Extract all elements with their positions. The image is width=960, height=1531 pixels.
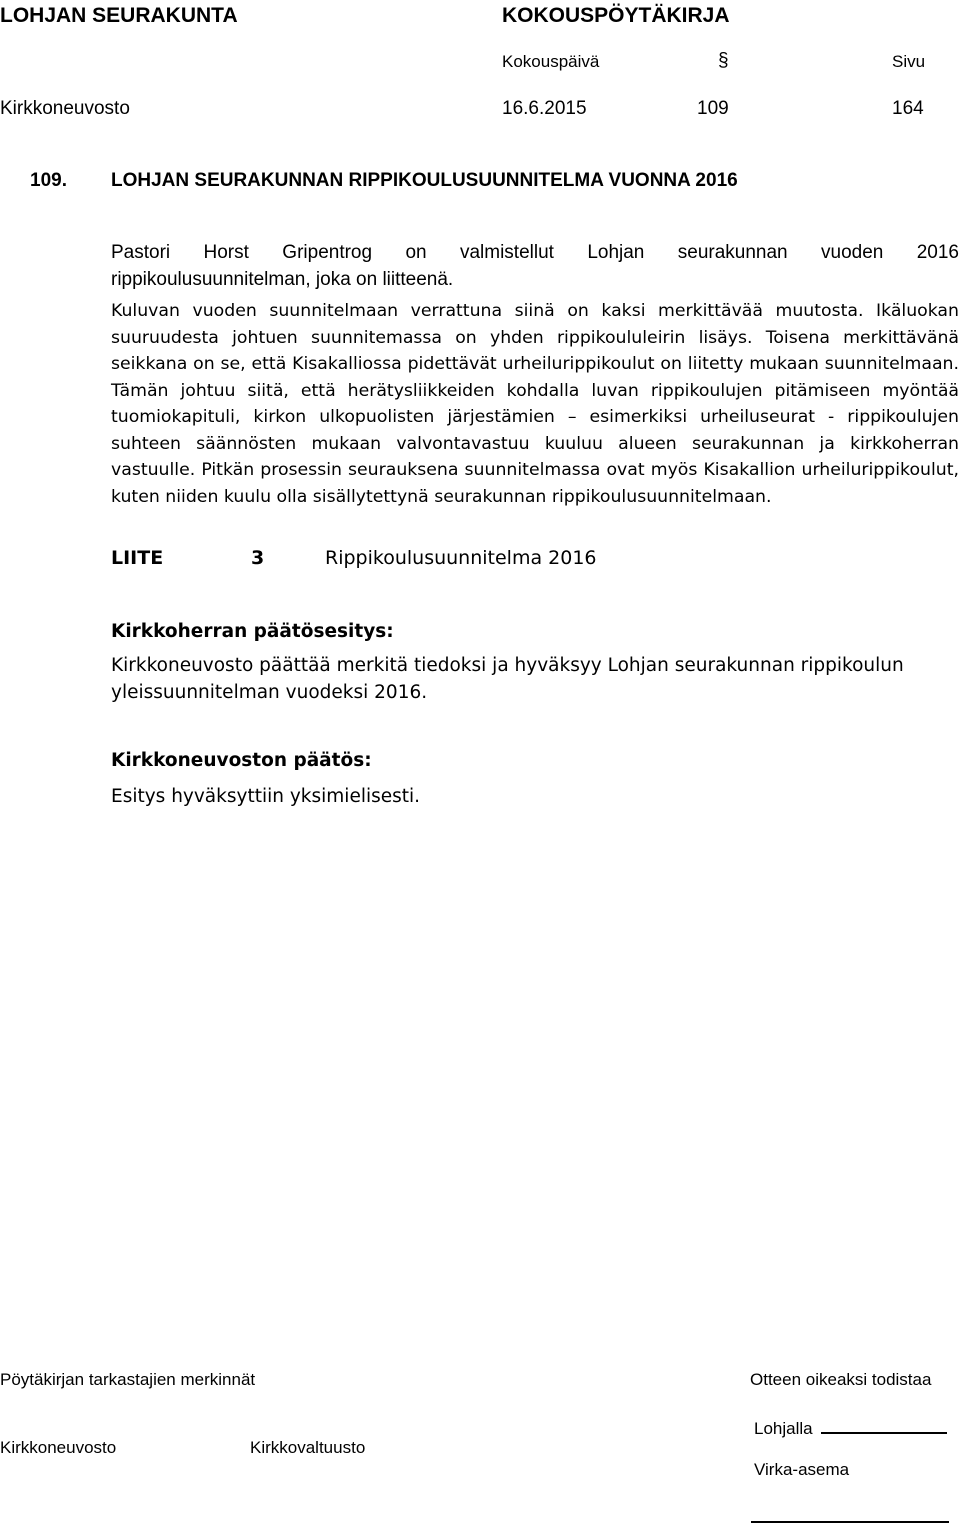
position-blank-line [751, 1521, 949, 1523]
meeting-body: Kirkkoneuvosto [0, 98, 130, 119]
intro-line-1: Pastori Horst Gripentrog on valmistellut Lohjan seurakunnan vuoden 2016 [111, 242, 959, 263]
attachment-number: 3 [251, 547, 265, 569]
certified-label: Otteen oikeaksi todistaa [750, 1370, 932, 1389]
council-signature-label: Kirkkoneuvosto [0, 1438, 117, 1457]
place-field [754, 1415, 947, 1439]
proposal-text: Kirkkoneuvosto päättää merkitä tiedoksi ja hyväksyy Lohjan seurakunnan rippikoulun yleissuunnitelman vuodeksi 2016. [111, 655, 904, 703]
changes-sentence-1: Kuluvan vuoden suunnitelmaan verrattuna siinä on kaksi merkittävää muutosta. [111, 301, 864, 321]
page-number: 164 [892, 98, 924, 119]
attachment-label: LIITE [111, 547, 164, 569]
doc-type: KOKOUSPÖYTÄKIRJA [502, 4, 730, 27]
attachment-name: Rippikoulusuunnitelma 2016 [325, 547, 597, 569]
org-name: LOHJAN SEURAKUNTA [0, 4, 238, 27]
date-column-label: Kokouspäivä [502, 52, 600, 71]
page-column-label: Sivu [892, 52, 926, 71]
section-number: 109 [697, 98, 729, 119]
inspectors-label: Pöytäkirjan tarkastajien merkinnät [0, 1370, 256, 1389]
place-label: Lohjalla [754, 1419, 813, 1438]
meeting-date: 16.6.2015 [502, 98, 587, 119]
changes-sentence-4: Tämän johtuu siitä, että herätysliikkeiden kohdalla luvan rippikoulujen pitämiseen myöntää tuomiokapituli, kirkon ulkopuolisten järjestämien – esimerkiksi urheiluseurat - rippikoulujen suhteen säännösten mukaan valvontavastuu kuuluu alueen seurakunnan ja kirkkoherran vastuulle. [111, 380, 959, 480]
place-blank-line [821, 1415, 947, 1434]
section-column-symbol: § [718, 50, 729, 71]
changes-sentence-3: Toisena merkittävänä seikkana on se, että Kisakalliossa pidettävät urheilurippikoulut on liitetty mukaan suunnitelmaan. [111, 327, 960, 374]
intro-line-2: rippikoulusuunnitelman, joka on liitteenä. [111, 268, 454, 290]
proposal-heading: Kirkkoherran päätösesitys: [111, 621, 394, 642]
decision-heading: Kirkkoneuvoston päätös: [111, 750, 372, 771]
assembly-signature-label: Kirkkovaltuusto [250, 1438, 366, 1457]
item-number: 109. [30, 170, 67, 191]
intro-paragraph [111, 240, 959, 293]
changes-sentence-5: Pitkän prosessin seurauksena suunnitelmassa ovat myös Kisakallion urheilurippikoulut, kuten niiden kuulu olla sisällytettynä seurakunnan rippikoulusuunnitelmaan. [111, 460, 959, 507]
item-title: LOHJAN SEURAKUNNAN RIPPIKOULUSUUNNITELMA VUONNA 2016 [111, 170, 738, 191]
changes-sentence-2: Ikäluokan suuruudesta johtuen suunnitemassa on yhden rippikoululeirin lisäys. [111, 301, 959, 348]
position-label: Virka-asema [754, 1460, 850, 1479]
changes-paragraph [111, 298, 959, 510]
decision-text: Esitys hyväksyttiin yksimielisesti. [111, 786, 421, 807]
